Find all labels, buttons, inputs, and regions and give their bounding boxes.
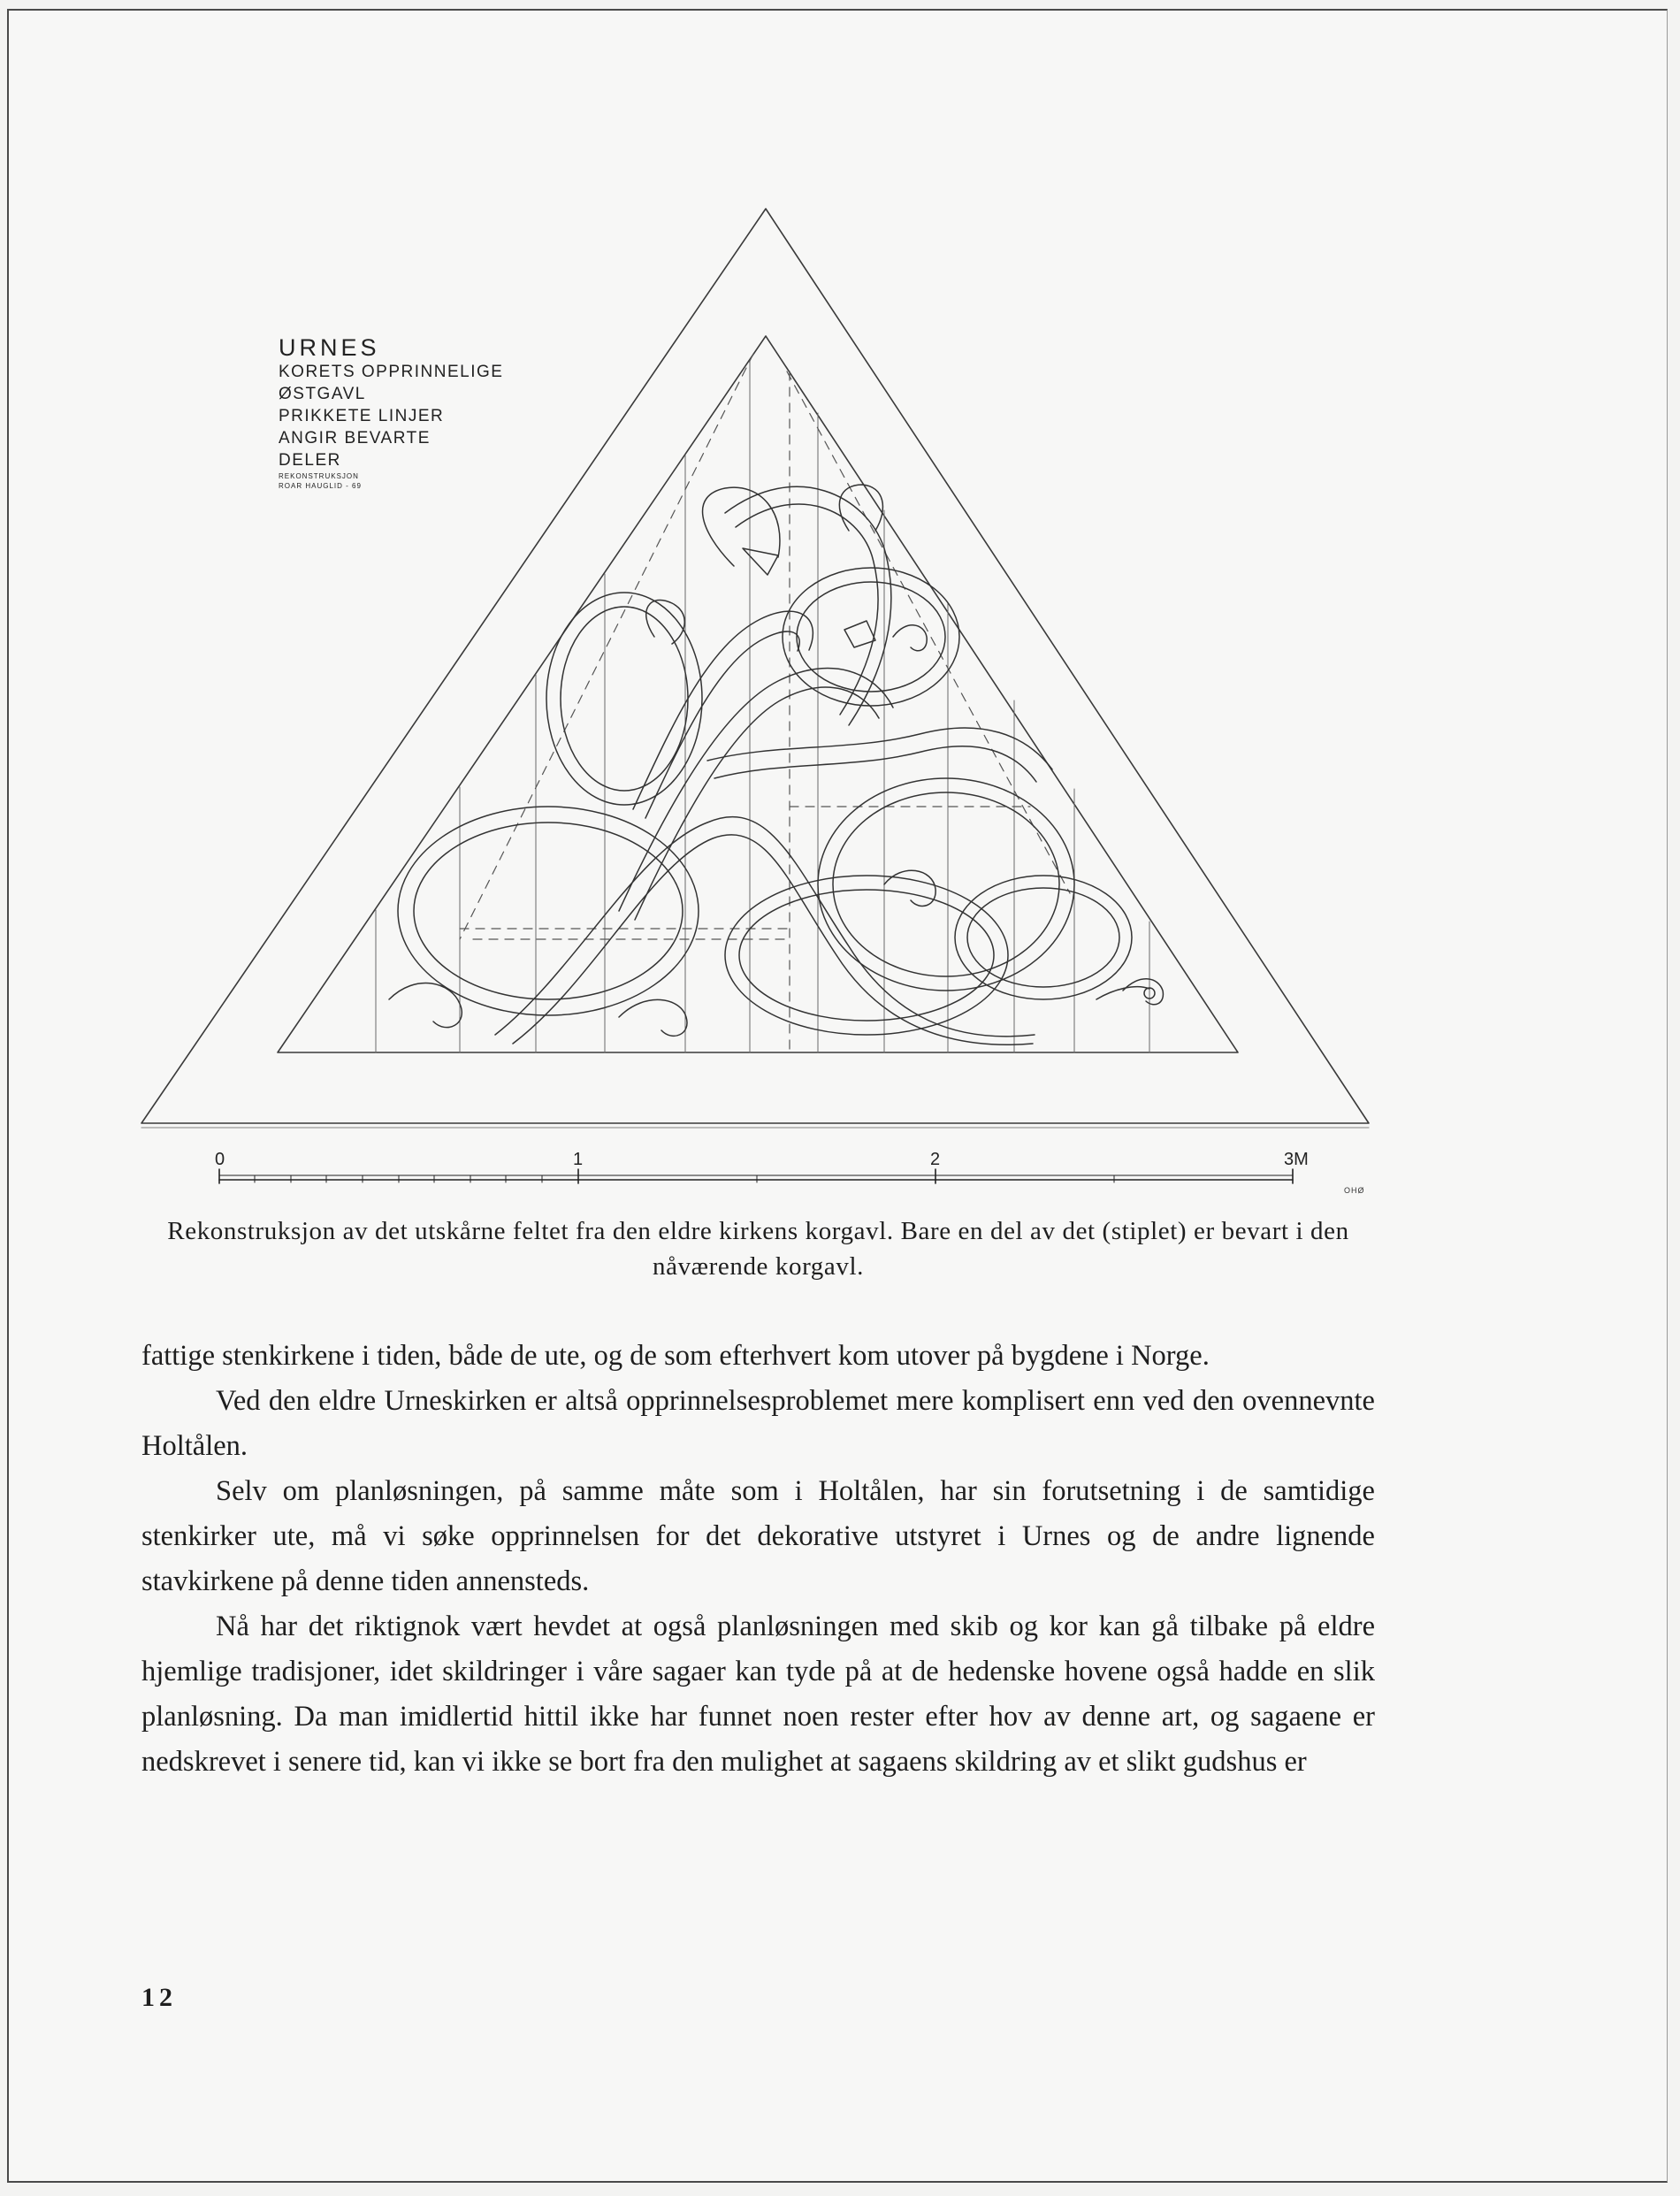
body-text (141, 1334, 1375, 1785)
drawing-label (279, 334, 503, 491)
scale-label-3m: 3M (1284, 1150, 1309, 1169)
scale-label-2: 2 (930, 1150, 941, 1169)
label-line: DELER (279, 451, 341, 470)
label-credit: REKONSTRUKSJON (279, 472, 359, 480)
paragraph: Ved den eldre Urneskirken er altså opprinnelsesproblemet mere komplisert enn ved den ovennevnte Holtålen. (141, 1385, 1375, 1462)
paragraph: Selv om planløsningen, på samme måte som i Holtålen, har sin forutsetning i de samtidige stenkirker ute, må vi søke opprinnelsen for det dekorative utstyret i Urnes og de andre lignende stavkirkene på denne tiden annensteds. (141, 1475, 1375, 1597)
paragraph: Nå har det riktignok vært hevdet at også planløsningen med skib og kor kan gå tilbake på eldre hjemlige tradisjoner, idet skildringer i våre sagaer kan tyde på at de hedenske hovene også hadde en slik planløsning. Da man imidlertid hittil ikke har funnet noen rester efter hov av denne art, og sagaene er nedskrevet i senere tid, kan vi ikke se bort fra den mulighet at sagaens skildring av et slikt gudshus er (141, 1611, 1375, 1778)
figure-caption: Rekonstruksjon av det utskårne feltet fra den eldre kirkens korgavl. Bare en del av det (stiplet) er bevart i den nåværende korgavl. (167, 1217, 1349, 1281)
label-line: ØSTGAVL (279, 385, 366, 403)
scale-label-0: 0 (215, 1150, 225, 1169)
page-number: 12 (141, 1983, 177, 2012)
label-credit: ROAR HAUGLID - 69 (279, 482, 362, 490)
paragraph: fattige stenkirkene i tiden, både de ute, og de som efterhvert kom utover på bygdene i Norge. (141, 1340, 1210, 1372)
label-title: URNES (279, 334, 380, 361)
scale-bar (219, 1169, 1293, 1183)
label-line: ANGIR BEVARTE (279, 429, 431, 448)
scale-label-1: 1 (573, 1150, 584, 1169)
drafter-initials: OHØ (1344, 1186, 1365, 1195)
preserved-parts-dashed-lines (460, 354, 1070, 1052)
interlace-ornament (389, 485, 1163, 1044)
label-line: PRIKKETE LINJER (279, 407, 445, 425)
label-line: KORETS OPPRINNELIGE (279, 363, 504, 381)
